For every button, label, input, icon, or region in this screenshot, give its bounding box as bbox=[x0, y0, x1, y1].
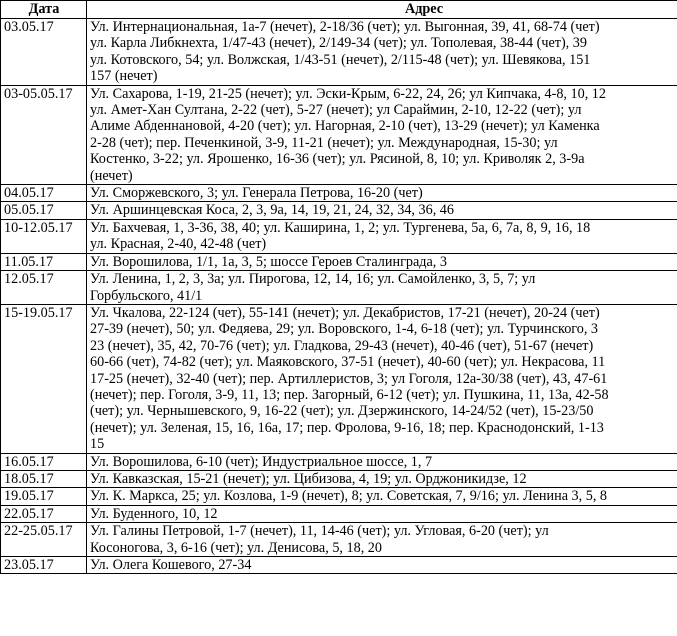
table-row bbox=[1, 85, 677, 184]
address-cell bbox=[87, 505, 677, 522]
address-line: Ул. Галины Петровой, 1-7 (нечет), 11, 14-46 (чет); ул. Угловая, 6-20 (чет); ул bbox=[90, 523, 549, 540]
address-cell bbox=[87, 470, 677, 487]
table-row bbox=[1, 253, 677, 270]
date-cell: 04.05.17 bbox=[1, 185, 87, 202]
address-line: ул. Карла Либкнехта, 1/47-43 (нечет), 2/149-34 (чет); ул. Тополевая, 38-44 (чет), 39 bbox=[90, 35, 587, 52]
table-row bbox=[1, 219, 677, 253]
address-line: Ул. Буденного, 10, 12 bbox=[90, 505, 218, 522]
address-line: (нечет); пер. Гоголя, 3-9, 11, 13; пер. Загорный, 6-12 (чет); ул. Пушкина, 11, 13а, 42-58 bbox=[90, 386, 609, 403]
table-row bbox=[1, 523, 677, 557]
address-cell bbox=[87, 253, 677, 270]
address-line: 27-39 (нечет), 50; ул. Федяева, 29; ул. Воровского, 1-4, 6-18 (чет); ул. Турчинского, 3 bbox=[90, 321, 599, 338]
address-cell bbox=[87, 219, 677, 253]
address-cell bbox=[87, 19, 677, 86]
table-row bbox=[1, 470, 677, 487]
address-line: Ул. Сахарова, 1-19, 21-25 (нечет); ул. Эски-Крым, 6-22, 24, 26; ул Кипчака, 4-8, 10, 12 bbox=[90, 85, 606, 102]
address-line: Ул. Интернациональная, 1а-7 (нечет), 2-18/36 (чет); ул. Выгонная, 39, 41, 68-74 (чет) bbox=[90, 19, 600, 35]
address-line: (нечет); ул. Зеленая, 15, 16, 16а, 17; пер. Фролова, 9-16, 18; пер. Краснодонский, 1-13 bbox=[90, 419, 604, 436]
address-column-header: Адрес bbox=[87, 1, 677, 19]
address-line: Ул. Кавказская, 15-21 (нечет); ул. Цибизова, 4, 19; ул. Орджоникидзе, 12 bbox=[90, 470, 527, 487]
address-cell bbox=[87, 523, 677, 557]
date-cell: 18.05.17 bbox=[1, 470, 87, 487]
address-cell bbox=[87, 85, 677, 184]
table-row bbox=[1, 488, 677, 505]
address-line: Ул. Аршинцевская Коса, 2, 3, 9а, 14, 19, 21, 24, 32, 34, 36, 46 bbox=[90, 202, 454, 219]
address-cell bbox=[87, 185, 677, 202]
date-cell: 12.05.17 bbox=[1, 271, 87, 305]
date-cell: 05.05.17 bbox=[1, 202, 87, 219]
address-cell bbox=[87, 488, 677, 505]
address-line: Ул. Бахчевая, 1, 3-36, 38, 40; ул. Каширина, 1, 2; ул. Тургенева, 5а, 6, 7а, 8, 9, 16, 18 bbox=[90, 219, 591, 236]
date-cell: 19.05.17 bbox=[1, 488, 87, 505]
address-line: 15 bbox=[90, 436, 105, 453]
address-cell bbox=[87, 453, 677, 470]
date-cell: 03-05.05.17 bbox=[1, 85, 87, 184]
table-row bbox=[1, 505, 677, 522]
address-line: ул. Амет-Хан Султана, 2-22 (чет), 5-27 (нечет); ул Сараймин, 2-10, 12-22 (чет); ул bbox=[90, 102, 582, 119]
address-line: Ул. Ворошилова, 6-10 (чет); Индустриальное шоссе, 1, 7 bbox=[90, 453, 433, 470]
address-line: ул. Красная, 2-40, 42-48 (чет) bbox=[90, 236, 267, 253]
address-line: Ул. Ворошилова, 1/1, 1а, 3, 5; шоссе Героев Сталинграда, 3 bbox=[90, 253, 447, 270]
address-line: 60-66 (чет), 74-82 (чет); ул. Маяковского, 37-51 (нечет), 40-60 (чет); ул. Некрасова, 11 bbox=[90, 354, 606, 371]
address-line: Алиме Абденнановой, 4-20 (чет); ул. Нагорная, 2-10 (чет), 13-29 (нечет); ул Каменка bbox=[90, 118, 600, 135]
header-row bbox=[1, 1, 677, 19]
table-row bbox=[1, 453, 677, 470]
address-cell bbox=[87, 202, 677, 219]
date-cell: 22-25.05.17 bbox=[1, 523, 87, 557]
date-column-header: Дата bbox=[1, 1, 87, 19]
table-row bbox=[1, 304, 677, 453]
address-line: Ул. Олега Кошевого, 27-34 bbox=[90, 557, 252, 573]
address-cell bbox=[87, 304, 677, 453]
address-line: (нечет) bbox=[90, 167, 133, 184]
address-line: Ул. К. Маркса, 25; ул. Козлова, 1-9 (нечет), 8; ул. Советская, 7, 9/16; ул. Ленина 3, 5, 8 bbox=[90, 488, 608, 505]
date-cell: 22.05.17 bbox=[1, 505, 87, 522]
address-line: Ул. Ленина, 1, 2, 3, 3а; ул. Пирогова, 12, 14, 16; ул. Самойленко, 3, 5, 7; ул bbox=[90, 271, 536, 288]
date-cell: 11.05.17 bbox=[1, 253, 87, 270]
address-line: Ул. Сморжевского, 3; ул. Генерала Петрова, 16-20 (чет) bbox=[90, 185, 423, 202]
address-line: 2-28 (чет); пер. Печенкиной, 3-9, 11-21 (нечет); ул. Международная, 15-30; ул bbox=[90, 134, 558, 151]
date-cell: 10-12.05.17 bbox=[1, 219, 87, 253]
address-line: Костенко, 3-22; ул. Ярошенко, 16-36 (чет); ул. Рясиной, 8, 10; ул. Криволяк 2, 3-9а bbox=[90, 151, 585, 168]
address-line: Ул. Чкалова, 22-124 (чет), 55-141 (нечет); ул. Декабристов, 17-21 (нечет), 20-24 (чет) bbox=[90, 304, 600, 321]
address-line: ул. Котовского, 54; ул. Волжская, 1/43-51 (нечет), 2/115-48 (чет); ул. Шевякова, 151 bbox=[90, 51, 591, 68]
date-cell: 16.05.17 bbox=[1, 453, 87, 470]
table-row bbox=[1, 19, 677, 86]
table-row bbox=[1, 557, 677, 574]
address-line: 17-25 (нечет), 32-40 (чет); пер. Артиллеристов, 3; ул Гоголя, 12а-30/38 (чет), 43, 47-61 bbox=[90, 370, 608, 387]
date-cell: 15-19.05.17 bbox=[1, 304, 87, 453]
address-line: 157 (нечет) bbox=[90, 68, 158, 85]
date-cell: 03.05.17 bbox=[1, 19, 87, 86]
address-cell bbox=[87, 271, 677, 305]
date-cell: 23.05.17 bbox=[1, 557, 87, 574]
address-cell bbox=[87, 557, 677, 574]
address-line: Горбульского, 41/1 bbox=[90, 287, 203, 304]
table-row bbox=[1, 185, 677, 202]
address-line: 23 (нечет), 35, 42, 70-76 (чет); ул. Гладкова, 29-43 (нечет), 40-46 (чет), 51-67 (нечет) bbox=[90, 337, 594, 354]
table-row bbox=[1, 271, 677, 305]
address-line: (чет); ул. Чернышевского, 9, 16-22 (чет); ул. Дзержинского, 14-24/52 (чет), 15-23/50 bbox=[90, 403, 594, 420]
table-body bbox=[1, 19, 677, 574]
table-row bbox=[1, 202, 677, 219]
address-line: Косоногова, 3, 6-16 (чет); ул. Денисова, 5, 18, 20 bbox=[90, 539, 382, 556]
